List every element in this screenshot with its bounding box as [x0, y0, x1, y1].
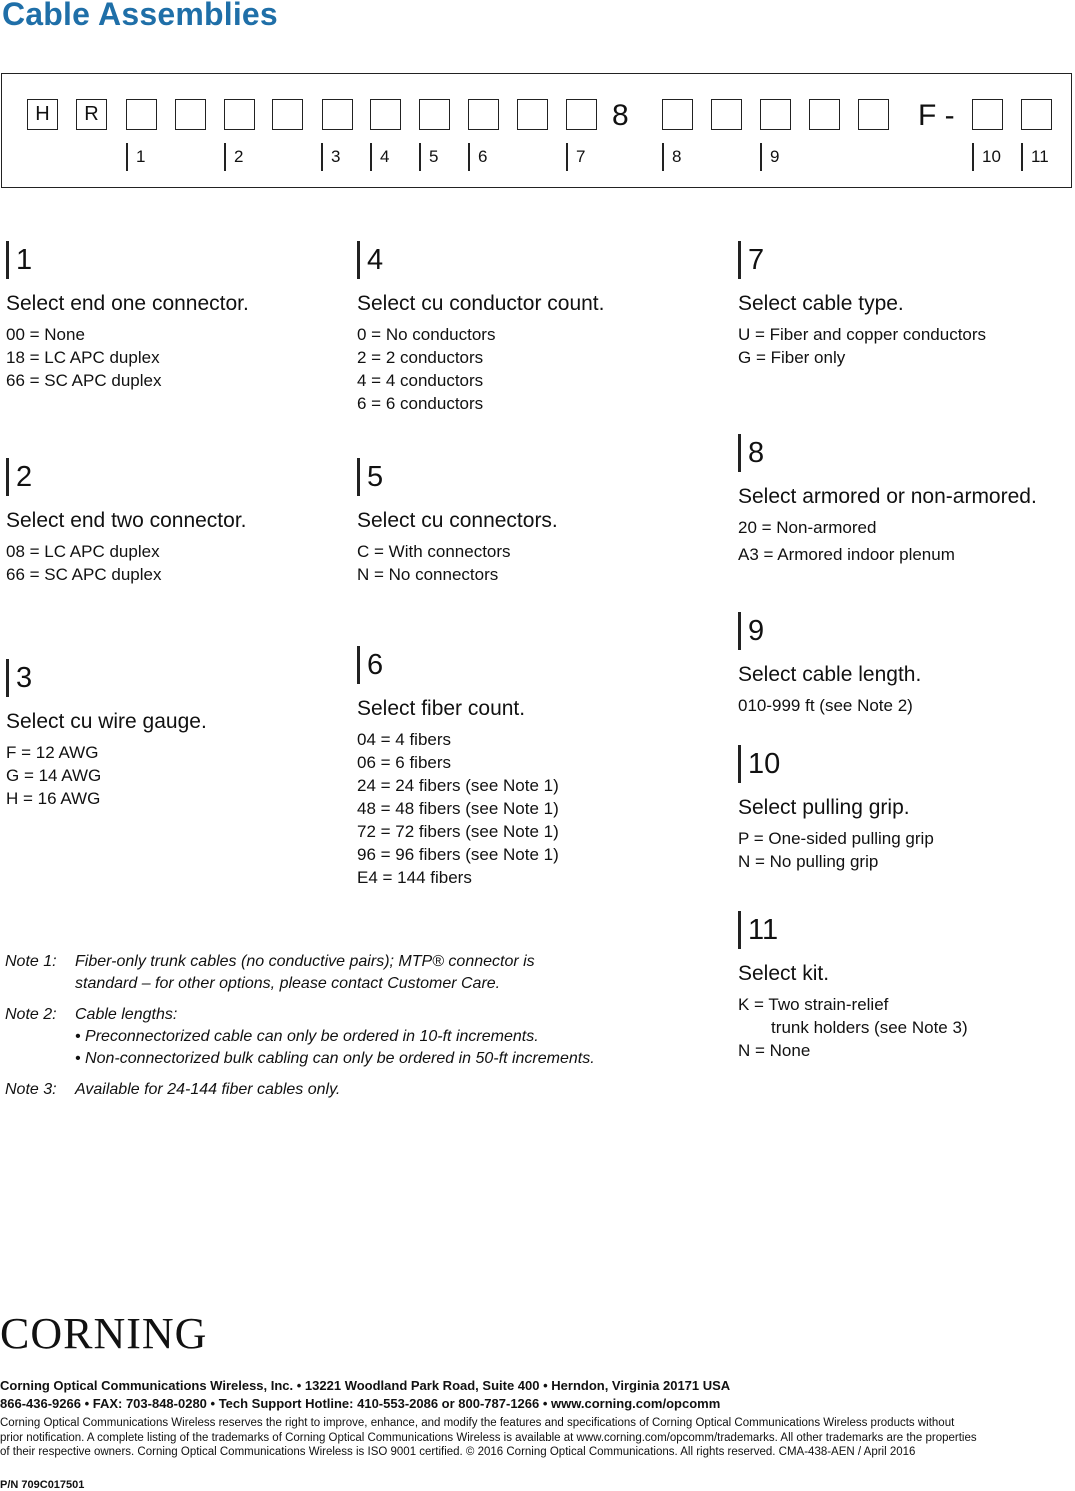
- footer-legal-line: Corning Optical Communications Wireless reserves the right to improve, enhance, and modify the features and specifications of Corning Optical Communications Wireless products without: [0, 1417, 955, 1429]
- selection-box-11: [1021, 99, 1052, 130]
- position-label-10: 10: [972, 143, 1001, 171]
- footer-legal-line: prior notification. A complete listing of the trademarks of Corning Optical Communications Wireless is available at www.corning.com/opcomm/trademarks. All other trademarks are the properties: [0, 1431, 977, 1444]
- selection-box-2b: [272, 99, 303, 130]
- section-heading: Select armored or non-armored.: [738, 485, 1037, 508]
- note-line: • Non-connectorized bulk cabling can only be ordered in 50-ft increments.: [75, 1050, 595, 1067]
- selection-box-4: [370, 99, 401, 130]
- option-item: trunk holders (see Note 3): [738, 1018, 968, 1037]
- note-label: Note 1:: [5, 953, 57, 970]
- note-line: • Preconnectorized cable can only be ordered in 10-ft increments.: [75, 1028, 539, 1045]
- selection-box-8b: [711, 99, 742, 130]
- section-number: 2: [6, 458, 32, 496]
- option-item: U = Fiber and copper conductors: [738, 325, 987, 344]
- option-item: N = None: [738, 1041, 811, 1060]
- section-heading: Select kit.: [738, 962, 830, 985]
- option-item: 04 = 4 fibers: [357, 730, 452, 749]
- section-heading: Select end one connector.: [6, 292, 249, 315]
- option-item: K = Two strain-relief: [738, 995, 889, 1014]
- option-item: 06 = 6 fibers: [357, 753, 452, 772]
- section-6: [357, 646, 559, 889]
- option-list: [738, 827, 934, 873]
- option-item: 2 = 2 conductors: [357, 348, 484, 367]
- section-3: [6, 659, 207, 810]
- option-item: 0 = No conductors: [357, 325, 496, 344]
- note-2: [5, 1004, 705, 1070]
- section-heading: Select cu wire gauge.: [6, 710, 207, 733]
- section-heading: Select cable length.: [738, 663, 922, 686]
- option-item: 66 = SC APC duplex: [6, 371, 162, 390]
- part-number-builder: [1, 73, 1072, 188]
- option-list: [6, 741, 207, 810]
- footer-address: Corning Optical Communications Wireless, Inc. • 13221 Woodland Park Road, Suite 400 • Herndon, Virginia 20171 USA: [0, 1378, 731, 1393]
- option-item: 72 = 72 fibers (see Note 1): [357, 822, 559, 841]
- selection-box-1a: [126, 99, 157, 130]
- position-label-4: 4: [370, 143, 389, 171]
- selection-box-10: [972, 99, 1003, 130]
- option-list: [738, 993, 968, 1062]
- option-list: [6, 323, 249, 392]
- section-11: [738, 911, 968, 1062]
- option-item: 66 = SC APC duplex: [6, 565, 162, 584]
- selection-box-6b: [517, 99, 548, 130]
- option-list: [357, 728, 559, 889]
- notes-block: [5, 951, 705, 1110]
- option-item: 00 = None: [6, 325, 85, 344]
- position-label-8: 8: [662, 143, 681, 171]
- note-label: Note 2:: [5, 1006, 57, 1023]
- section-number: 8: [738, 434, 764, 472]
- section-number: 4: [357, 241, 383, 279]
- option-list: [738, 694, 921, 717]
- option-item: N = No pulling grip: [738, 852, 879, 871]
- selection-box-2a: [224, 99, 255, 130]
- selection-box-3: [322, 99, 353, 130]
- corning-logo: CORNING: [0, 1309, 208, 1358]
- position-label-3: 3: [321, 143, 340, 171]
- section-10: [738, 745, 934, 873]
- selection-box-8a: [662, 99, 693, 130]
- selection-box-1b: [175, 99, 206, 130]
- option-item: 6 = 6 conductors: [357, 394, 484, 413]
- option-item: 4 = 4 conductors: [357, 371, 484, 390]
- section-number: 9: [738, 612, 764, 650]
- position-label-9: 9: [760, 143, 779, 171]
- section-number: 11: [738, 911, 778, 949]
- section-9: [738, 612, 921, 717]
- section-7: [738, 241, 986, 369]
- position-label-5: 5: [419, 143, 438, 171]
- section-number: 1: [6, 241, 32, 279]
- option-item: P = One-sided pulling grip: [738, 829, 934, 848]
- option-item: 18 = LC APC duplex: [6, 348, 160, 367]
- option-item: E4 = 144 fibers: [357, 868, 472, 887]
- fixed-h-box: H: [27, 99, 58, 130]
- note-1: [5, 951, 705, 995]
- footer: [0, 1377, 1070, 1491]
- section-number: 5: [357, 458, 383, 496]
- option-item: G = 14 AWG: [6, 766, 102, 785]
- section-number: 6: [357, 646, 383, 684]
- selection-box-6a: [468, 99, 499, 130]
- option-item: N = No connectors: [357, 565, 499, 584]
- option-item: 20 = Non-armored: [738, 518, 877, 537]
- section-2: [6, 458, 247, 586]
- position-label-6: 6: [468, 143, 487, 171]
- option-list: [738, 323, 986, 369]
- position-label-7: 7: [566, 143, 585, 171]
- option-item: C = With connectors: [357, 542, 511, 561]
- section-5: [357, 458, 558, 586]
- section-heading: Select cu connectors.: [357, 509, 558, 532]
- option-list: [6, 540, 247, 586]
- selection-box-9a: [760, 99, 791, 130]
- note-line: standard – for other options, please contact Customer Care.: [75, 975, 501, 992]
- note-line: Fiber-only trunk cables (no conductive pairs); MTP® connector is: [75, 953, 535, 970]
- position-label-2: 2: [224, 143, 243, 171]
- footer-part-number: P/N 709C017501: [0, 1478, 85, 1491]
- option-item: G = Fiber only: [738, 348, 846, 367]
- option-list: [738, 516, 1037, 566]
- option-item: A3 = Armored indoor plenum: [738, 545, 955, 564]
- note-3: [5, 1079, 705, 1101]
- option-list: [357, 323, 604, 415]
- page-title: Cable Assemblies: [2, 0, 278, 32]
- section-1: [6, 241, 249, 392]
- fixed-8-character: 8: [612, 99, 629, 132]
- section-heading: Select pulling grip.: [738, 796, 910, 819]
- option-item: 96 = 96 fibers (see Note 1): [357, 845, 559, 864]
- footer-contact: 866-436-9266 • FAX: 703-848-0280 • Tech Support Hotline: 410-553-2086 or 800-787-1266 • www.corning.com/opcomm: [0, 1396, 721, 1411]
- note-line: Cable lengths:: [75, 1006, 178, 1023]
- option-item: 48 = 48 fibers (see Note 1): [357, 799, 559, 818]
- note-line: Available for 24-144 fiber cables only.: [75, 1081, 341, 1098]
- option-list: [357, 540, 558, 586]
- option-item: 08 = LC APC duplex: [6, 542, 160, 561]
- option-item: 010-999 ft (see Note 2): [738, 696, 913, 715]
- footer-legal: [0, 1416, 1070, 1460]
- position-label-11: 11: [1021, 143, 1049, 171]
- section-heading: Select cu conductor count.: [357, 292, 605, 315]
- section-8: [738, 434, 1037, 566]
- section-number: 3: [6, 659, 32, 697]
- section-4: [357, 241, 604, 415]
- note-label: Note 3:: [5, 1081, 57, 1098]
- selection-box-9b: [809, 99, 840, 130]
- selection-box-5: [419, 99, 450, 130]
- section-heading: Select end two connector.: [6, 509, 247, 532]
- selection-box-7: [566, 99, 597, 130]
- section-heading: Select cable type.: [738, 292, 904, 315]
- selection-box-9c: [858, 99, 889, 130]
- fixed-r-box: R: [76, 99, 107, 130]
- section-number: 7: [738, 241, 764, 279]
- option-item: 24 = 24 fibers (see Note 1): [357, 776, 559, 795]
- section-heading: Select fiber count.: [357, 697, 526, 720]
- option-item: H = 16 AWG: [6, 789, 101, 808]
- section-number: 10: [738, 745, 780, 783]
- option-item: F = 12 AWG: [6, 743, 99, 762]
- footer-legal-line: of their respective owners. Corning Optical Communications Wireless is ISO 9001 certified. © 2016 Corning Optical Communications. All rights reserved. CMA-438-AEN / April 2016: [0, 1446, 916, 1458]
- position-label-1: 1: [126, 143, 145, 171]
- fixed-f-dash: F -: [918, 99, 955, 132]
